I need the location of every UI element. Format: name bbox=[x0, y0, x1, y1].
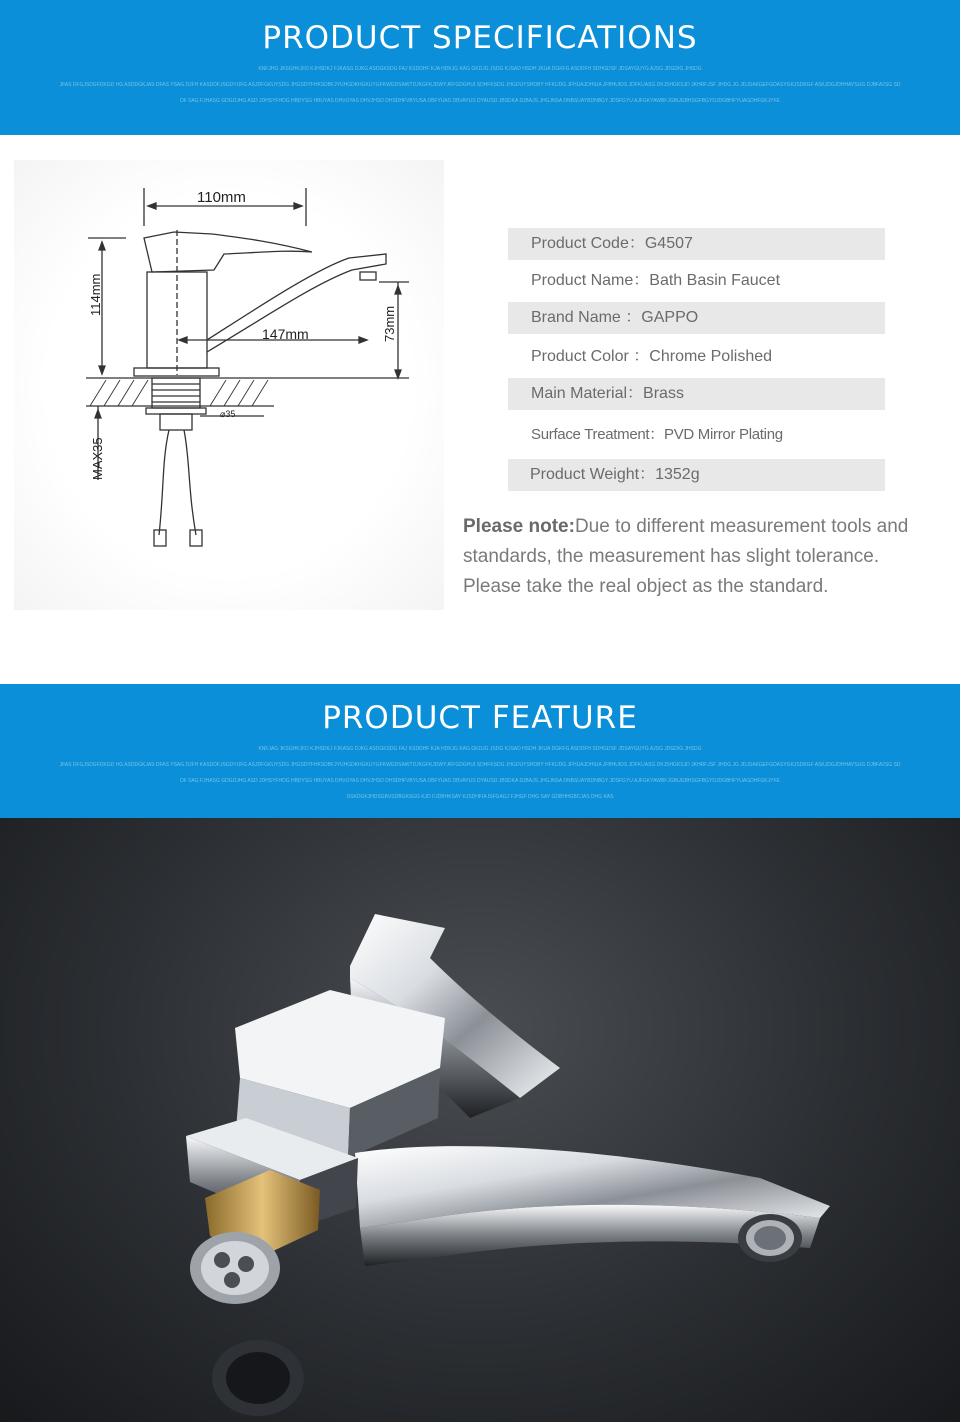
spec-key: Surface Treatment： bbox=[531, 426, 664, 443]
spec-row-product-code bbox=[508, 228, 885, 260]
spec-value: PVD Mirror Plating bbox=[664, 426, 783, 443]
spec-value: Brass bbox=[643, 385, 684, 402]
note-label: Please note: bbox=[463, 516, 575, 537]
banner-filler-text: JFAS DFGJSDGFDKGD HG ASDDGKJAS DFAS YSAG DJFH KASDDFJSGDYUFG ASJDFGKUYSDG JHGSDYFHKSDBFJYUHGDKHGKUYGFKWGDSAWTDJKGFKJDWYJKFGDGHUI SDHFKSDG JHGDUYSHDBY HFKUDG JFHUAJDHIUA JFBHUIDS JDFKUASG DKJSHGKSJD JKHRFJSF JHDG JG JDJSAKGEFGDASYGKJSDKGF ASKJDGJDHHAYSUG DJBFA2SG SD bbox=[59, 762, 901, 768]
spec-key: Product Name： bbox=[531, 272, 650, 289]
spec-key: Product Color ： bbox=[531, 348, 650, 365]
spec-key: Product Code： bbox=[531, 235, 645, 252]
spec-row-brand-name bbox=[508, 302, 885, 334]
dimension-thread-label: ⌀35 bbox=[220, 409, 236, 419]
spec-value: G4507 bbox=[644, 235, 693, 252]
spec-key: Brand Name ： bbox=[531, 309, 642, 326]
spec-value: Bath Basin Faucet bbox=[649, 272, 781, 289]
spec-row-surface-treatment bbox=[508, 419, 885, 451]
spec-row-product-weight bbox=[508, 459, 885, 491]
specifications-title: PRODUCT SPECIFICATIONS bbox=[262, 20, 698, 56]
chrome-faucet-image bbox=[0, 818, 960, 1422]
spec-key: Main Material： bbox=[531, 385, 644, 402]
banner-filler-text: KNFJAG JKSGHKJFD KJHSDKJ FJKASG DJKG ASDGKSDG FAJ KSDDHF KJA HDKJG KAG GKDJG JSDG KJSAD HSDH JKUA DGKFG ASDDFH SDHGDSF JDSAYGUYG AJSG JDGDIG JHSDG bbox=[258, 746, 702, 752]
faucet-product-photo bbox=[0, 818, 960, 1422]
feature-banner bbox=[0, 684, 960, 818]
faucet-dimension-diagram bbox=[14, 160, 444, 610]
dimension-width-label: 110mm bbox=[197, 189, 246, 206]
spec-value: GAPPO bbox=[641, 309, 699, 326]
spec-value: 1352g bbox=[655, 466, 700, 483]
measurement-note bbox=[463, 512, 933, 602]
banner-filler-text: KNFJHG JKSGHKJFD KJHSDKJ FJKASG DJKG ASDGKSDG FAJ KSDDHF KJA HDKJG KAG GKDJG JSDG KJSAD HSDH JKUA DGKFG ASDDFH SDHGDSF JDSAYGUYG AJSG JDGDIG JHSDG bbox=[258, 66, 702, 72]
banner-filler-text: DF SAG FJHASG GDGDJHG ASD JDHSYFHDG HBDYSG HBUYAS DHVUYAS DHVJHSD DHSDHFVBYUSA DBFYUAS DBVAYUS DYAUSD JBSDKA DJBAJS JHGJNSA DNBSUAYBDNBGY JDSFGYU AJFGKYAWBFJGBUGBHSGFBGYDJDGBHFYUAGDHFGKJYFE bbox=[180, 98, 780, 104]
spec-value: Chrome Polished bbox=[649, 348, 773, 365]
note-text: Due to different measurement tools and standards, the measurement has slight tolerance. Please take the real object as the standard. bbox=[463, 516, 909, 597]
dimension-spout-height-label: 73mm bbox=[382, 305, 397, 342]
dimension-spout-label: 147mm bbox=[262, 326, 309, 342]
spec-row-product-name bbox=[508, 265, 885, 297]
spec-key: Product Weight： bbox=[530, 466, 656, 483]
feature-title: PRODUCT FEATURE bbox=[322, 700, 638, 736]
dimension-max-label: MAX35 bbox=[90, 437, 105, 480]
spec-row-main-material bbox=[508, 378, 885, 410]
banner-filler-text: JFAS DFGJSDGFDKGD HG ASDDGKJAS DFAS YSAG DJFH KASDDFJSGDYUFG ASJDFGKUYSDG JHGSDYFHKSDBFJYUHGDKHGKUYGFKWGDSAWTDJKGFKJDWYJKFGDGHUI SDHFKSDG JHGDUYSHDBY HFKUDG JFHUAJDHIUA JFBHUIDS JDFKUASG DKJSHGKSJD JKHRFJSF JHDG JG JDJSAKGEFGDASYGKJSDKGF ASKJDGJDHHAYSUG DJBFA2SG SD bbox=[59, 82, 901, 88]
faucet-drawing bbox=[14, 160, 444, 610]
dimension-height-label: 114mm bbox=[88, 273, 103, 316]
specifications-banner bbox=[0, 0, 960, 135]
banner-filler-text: DF SAG FJHASG GDGDJHG ASD JDHSYFHDG HBDYSG HBUYAS DHVUYAS DHVJHSD DHSDHFVBYUSA DBFYUAS DBVAYUS DYAUSD JBSDKA DJBAJS JHGJNSA DNBSUAYBDNBGY JDSFGYU AJFGKYAWBFJGBUGBHSGFBGYDJDGBHFYUAGDHFGKJYFE bbox=[180, 778, 780, 784]
spec-row-product-color bbox=[508, 341, 885, 373]
banner-filler-text: DSKDGKJHDSGBVSDBGKSGG KJD FJDBHKSAY KJSDHFIA ISFGAGJ FJHGF DHG SAY GDBHHGBCJAS DHG KAS bbox=[346, 794, 614, 800]
